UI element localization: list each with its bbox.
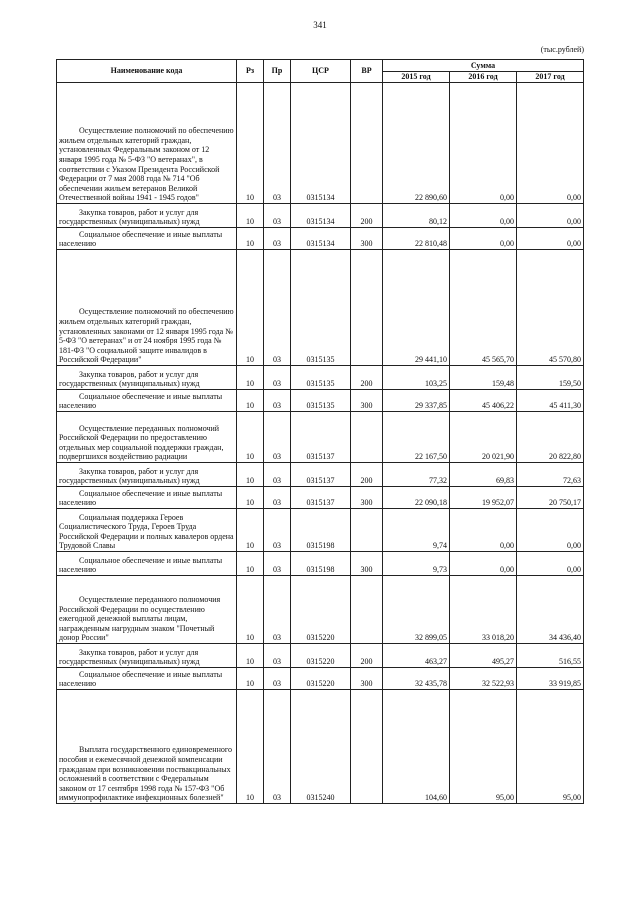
cell-2017: 516,55 [517, 644, 584, 668]
cell-2016: 95,00 [450, 690, 517, 804]
cell-2015: 22 167,50 [383, 412, 450, 463]
row-name-text: Социальное обеспечение и иные выплаты населению [59, 488, 223, 508]
row-name-text: Осуществление полномочий по обеспечению жильем отдельных категорий граждан, установленных Федеральным законом от 12 января 1995 года № 5-ФЗ "О ветеранах", в соответствии с Указом Президента Российской Федерации от 7 мая 2008 года № 714 "Об обеспечении жильем ветеранов Великой Отечественной войны 1941 - 1945 годов" [59, 126, 234, 203]
table-row [57, 509, 584, 552]
cell-csr: 0315198 [291, 509, 351, 552]
cell-2016: 33 018,20 [450, 576, 517, 644]
cell-vr: 300 [351, 390, 383, 412]
cell-name [57, 250, 237, 366]
cell-rz: 10 [237, 509, 264, 552]
cell-vr [351, 509, 383, 552]
table-row [57, 204, 584, 228]
cell-pr: 03 [264, 668, 291, 690]
cell-2015: 29 337,85 [383, 390, 450, 412]
table-row [57, 250, 584, 366]
cell-2015: 22 810,48 [383, 228, 450, 250]
header-2017: 2017 год [517, 72, 584, 83]
cell-csr: 0315220 [291, 576, 351, 644]
cell-vr: 300 [351, 228, 383, 250]
cell-csr: 0315135 [291, 366, 351, 390]
table-row [57, 412, 584, 463]
cell-csr: 0315137 [291, 463, 351, 487]
table-row [57, 668, 584, 690]
cell-csr: 0315134 [291, 83, 351, 204]
table-row [57, 644, 584, 668]
cell-name [57, 204, 237, 228]
cell-name [57, 690, 237, 804]
cell-pr: 03 [264, 463, 291, 487]
cell-name [57, 390, 237, 412]
header-pr: Пр [264, 60, 291, 83]
cell-pr: 03 [264, 390, 291, 412]
row-name-text: Социальное обеспечение и иные выплаты населению [59, 669, 223, 689]
cell-2015: 9,73 [383, 552, 450, 576]
cell-csr: 0315134 [291, 228, 351, 250]
cell-vr: 300 [351, 668, 383, 690]
cell-2017: 0,00 [517, 83, 584, 204]
cell-2015: 9,74 [383, 509, 450, 552]
cell-vr [351, 690, 383, 804]
cell-2016: 0,00 [450, 204, 517, 228]
cell-pr: 03 [264, 690, 291, 804]
budget-table [56, 59, 584, 804]
cell-2016: 0,00 [450, 228, 517, 250]
table-row [57, 463, 584, 487]
table-row [57, 228, 584, 250]
header-name: Наименование кода [57, 60, 237, 83]
cell-pr: 03 [264, 83, 291, 204]
table-row [57, 576, 584, 644]
page-number: 341 [313, 20, 327, 30]
cell-rz: 10 [237, 644, 264, 668]
cell-vr [351, 412, 383, 463]
row-name-text: Закупка товаров, работ и услуг для государственных (муниципальных) нужд [59, 647, 200, 667]
cell-name [57, 412, 237, 463]
cell-name [57, 487, 237, 509]
cell-pr: 03 [264, 228, 291, 250]
cell-2016: 495,27 [450, 644, 517, 668]
table-row [57, 366, 584, 390]
cell-csr: 0315240 [291, 690, 351, 804]
cell-2015: 32 899,05 [383, 576, 450, 644]
table-row [57, 390, 584, 412]
cell-pr: 03 [264, 487, 291, 509]
cell-2016: 0,00 [450, 83, 517, 204]
cell-2016: 0,00 [450, 509, 517, 552]
cell-2017: 95,00 [517, 690, 584, 804]
table-body [57, 83, 584, 804]
row-name-text: Закупка товаров, работ и услуг для государственных (муниципальных) нужд [59, 466, 200, 486]
cell-2017: 20 750,17 [517, 487, 584, 509]
header-2016: 2016 год [450, 72, 517, 83]
cell-2017: 0,00 [517, 509, 584, 552]
cell-2017: 20 822,80 [517, 412, 584, 463]
cell-2016: 20 021,90 [450, 412, 517, 463]
cell-vr: 200 [351, 366, 383, 390]
cell-csr: 0315198 [291, 552, 351, 576]
cell-pr: 03 [264, 366, 291, 390]
cell-csr: 0315137 [291, 487, 351, 509]
header-csr: ЦСР [291, 60, 351, 83]
cell-2017: 34 436,40 [517, 576, 584, 644]
cell-rz: 10 [237, 412, 264, 463]
cell-pr: 03 [264, 552, 291, 576]
cell-2015: 463,27 [383, 644, 450, 668]
header-sum: Сумма [383, 60, 584, 72]
cell-csr: 0315135 [291, 390, 351, 412]
row-name-text: Социальное обеспечение и иные выплаты населению [59, 229, 223, 249]
header-2015: 2015 год [383, 72, 450, 83]
cell-2016: 0,00 [450, 552, 517, 576]
cell-rz: 10 [237, 576, 264, 644]
row-name-text: Осуществление переданного полномочия Российской Федерации по осуществлению ежегодной денежной выплаты лицам, награжденным нагрудным знаком "Почетный донор России" [59, 595, 221, 643]
cell-vr [351, 250, 383, 366]
cell-2016: 45 406,22 [450, 390, 517, 412]
cell-2016: 19 952,07 [450, 487, 517, 509]
row-name-text: Закупка товаров, работ и услуг для государственных (муниципальных) нужд [59, 369, 200, 389]
cell-rz: 10 [237, 463, 264, 487]
cell-name [57, 509, 237, 552]
header-vr: ВР [351, 60, 383, 83]
cell-2017: 0,00 [517, 228, 584, 250]
table-row [57, 487, 584, 509]
cell-csr: 0315220 [291, 644, 351, 668]
cell-2016: 69,83 [450, 463, 517, 487]
cell-pr: 03 [264, 509, 291, 552]
cell-2015: 22 890,60 [383, 83, 450, 204]
cell-vr: 300 [351, 487, 383, 509]
header-rz: Рз [237, 60, 264, 83]
cell-pr: 03 [264, 412, 291, 463]
cell-csr: 0315135 [291, 250, 351, 366]
table-row [57, 690, 584, 804]
cell-name [57, 463, 237, 487]
row-name-text: Социальная поддержка Героев Социалистического Труда, Героев Труда Российской Федерации и полных кавалеров ордена Трудовой Славы [59, 512, 234, 551]
cell-csr: 0315220 [291, 668, 351, 690]
cell-rz: 10 [237, 390, 264, 412]
cell-rz: 10 [237, 228, 264, 250]
cell-vr: 200 [351, 463, 383, 487]
cell-2015: 80,12 [383, 204, 450, 228]
cell-rz: 10 [237, 552, 264, 576]
table-row [57, 552, 584, 576]
cell-2017: 0,00 [517, 204, 584, 228]
cell-rz: 10 [237, 668, 264, 690]
cell-2017: 0,00 [517, 552, 584, 576]
cell-2015: 32 435,78 [383, 668, 450, 690]
row-name-text: Осуществление переданных полномочий Российской Федерации по предоставлению отдельных мер социальной поддержки граждан, подвергшихся воздействию радиации [59, 423, 224, 462]
cell-vr [351, 83, 383, 204]
cell-rz: 10 [237, 204, 264, 228]
cell-2017: 45 570,80 [517, 250, 584, 366]
cell-name [57, 552, 237, 576]
cell-vr: 300 [351, 552, 383, 576]
cell-2015: 104,60 [383, 690, 450, 804]
cell-2017: 45 411,30 [517, 390, 584, 412]
cell-csr: 0315137 [291, 412, 351, 463]
cell-2016: 159,48 [450, 366, 517, 390]
cell-pr: 03 [264, 204, 291, 228]
cell-name [57, 83, 237, 204]
cell-pr: 03 [264, 644, 291, 668]
cell-2015: 22 090,18 [383, 487, 450, 509]
cell-rz: 10 [237, 83, 264, 204]
row-name-text: Социальное обеспечение и иные выплаты населению [59, 391, 223, 411]
cell-2015: 103,25 [383, 366, 450, 390]
cell-name [57, 668, 237, 690]
cell-2017: 72,63 [517, 463, 584, 487]
cell-pr: 03 [264, 576, 291, 644]
cell-name [57, 228, 237, 250]
cell-name [57, 644, 237, 668]
row-name-text: Осуществление полномочий по обеспечению жильем отдельных категорий граждан, установленных законами от 12 января 1995 года № 5-ФЗ "О ветеранах" и от 24 ноября 1995 года № 181-ФЗ "О социальной защите инвалидов в Российской Федерации" [59, 307, 234, 365]
table-row [57, 83, 584, 204]
cell-name [57, 576, 237, 644]
cell-name [57, 366, 237, 390]
row-name-text: Выплата государственного единовременного пособия и ежемесячной денежной компенсации гражданам при возникновении поствакцинальных осложнений в соответствии с Федеральным законом от 17 сентября 1998 года № 157-ФЗ "Об иммунопрофилактике инфекционных болезней" [59, 745, 232, 803]
cell-vr: 200 [351, 204, 383, 228]
cell-rz: 10 [237, 487, 264, 509]
cell-2016: 32 522,93 [450, 668, 517, 690]
cell-2016: 45 565,70 [450, 250, 517, 366]
cell-vr [351, 576, 383, 644]
cell-csr: 0315134 [291, 204, 351, 228]
row-name-text: Закупка товаров, работ и услуг для государственных (муниципальных) нужд [59, 207, 200, 227]
cell-rz: 10 [237, 366, 264, 390]
cell-rz: 10 [237, 250, 264, 366]
cell-2017: 33 919,85 [517, 668, 584, 690]
cell-2015: 77,32 [383, 463, 450, 487]
row-name-text: Социальное обеспечение и иные выплаты населению [59, 555, 223, 575]
units-label: (тыс.рублей) [540, 45, 584, 54]
cell-2017: 159,50 [517, 366, 584, 390]
cell-rz: 10 [237, 690, 264, 804]
cell-pr: 03 [264, 250, 291, 366]
cell-vr: 200 [351, 644, 383, 668]
cell-2015: 29 441,10 [383, 250, 450, 366]
